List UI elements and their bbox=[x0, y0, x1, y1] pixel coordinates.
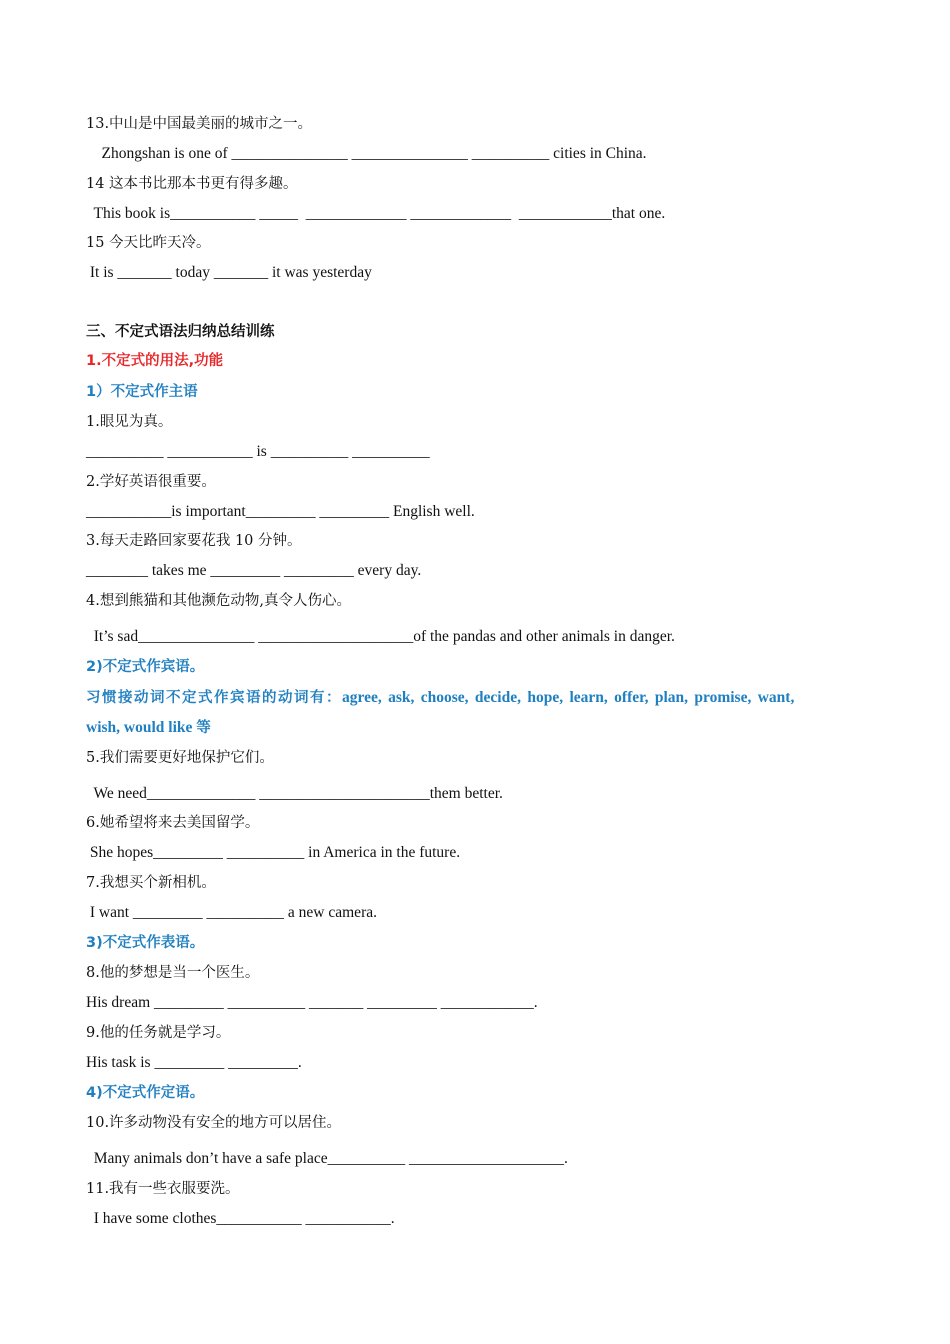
sentence-2-english: ___________is important_________ _________ English well. bbox=[86, 503, 475, 520]
sentence-4-english: It’s sad_______________ ____________________of the pandas and other animals in danger. bbox=[86, 628, 675, 645]
sentence-3-chinese: 3.每天走路回家要花我 10 分钟。 bbox=[86, 533, 302, 549]
sentence-8-english: His dream _________ __________ _______ _________ ____________. bbox=[86, 994, 538, 1011]
sentence-6-chinese: 6.她希望将来去美国留学。 bbox=[86, 815, 260, 831]
verbs-list-line-2 bbox=[86, 718, 211, 738]
question-14-english: This book is___________ _____ _____________ _____________ ____________that one. bbox=[86, 205, 666, 222]
sentence-10-english: Many animals don’t have a safe place__________ ____________________. bbox=[86, 1150, 568, 1167]
sentence-4-chinese: 4.想到熊猫和其他濒危动物,真令人伤心。 bbox=[86, 593, 351, 609]
sentence-7-english: I want _________ __________ a new camera. bbox=[86, 904, 377, 921]
section-3-heading: 三、不定式语法归纳总结训练 bbox=[86, 324, 275, 340]
sentence-11-english: I have some clothes___________ ___________. bbox=[86, 1210, 395, 1227]
question-14-chinese: 14 这本书比那本书更有得多趣。 bbox=[86, 176, 298, 192]
verbs-list-suffix: 等 bbox=[196, 720, 211, 736]
sentence-10-chinese: 10.许多动物没有安全的地方可以居住。 bbox=[86, 1115, 342, 1131]
sentence-11-chinese: 11.我有一些衣服要洗。 bbox=[86, 1181, 240, 1197]
sentence-6-english: She hopes_________ __________ in America in the future. bbox=[86, 844, 461, 861]
subsection-1-1-heading: 1）不定式作主语 bbox=[86, 384, 198, 400]
verbs-list-text: agree, ask, choose, decide, hope, learn, offer, plan, promise, want, bbox=[342, 689, 795, 706]
sentence-7-chinese: 7.我想买个新相机。 bbox=[86, 875, 216, 891]
subsection-2-heading: 2)不定式作宾语。 bbox=[86, 659, 205, 675]
subsection-3-heading: 3)不定式作表语。 bbox=[86, 935, 205, 951]
sentence-5-english: We need______________ ______________________them better. bbox=[86, 785, 503, 802]
sentence-3-english: ________ takes me _________ _________ every day. bbox=[86, 562, 422, 579]
question-13-chinese: 13.中山是中国最美丽的城市之一。 bbox=[86, 116, 313, 132]
sentence-1-english: __________ ___________ is __________ __________ bbox=[86, 443, 430, 460]
question-13-english: Zhongshan is one of _______________ _______________ __________ cities in China. bbox=[86, 145, 647, 162]
question-15-english: It is _______ today _______ it was yesterday bbox=[86, 264, 372, 281]
verbs-intro-text: 习惯接动词不定式作宾语的动词有： bbox=[86, 690, 342, 706]
question-15-chinese: 15 今天比昨天冷。 bbox=[86, 235, 211, 251]
sentence-1-chinese: 1.眼见为真。 bbox=[86, 414, 173, 430]
sentence-9-english: His task is _________ _________. bbox=[86, 1054, 302, 1071]
subsection-1-heading: 1.不定式的用法,功能 bbox=[86, 353, 224, 369]
verbs-list-line-1 bbox=[86, 688, 794, 708]
verbs-list-continued: wish, would like bbox=[86, 719, 193, 736]
subsection-4-heading: 4)不定式作定语。 bbox=[86, 1085, 205, 1101]
sentence-5-chinese: 5.我们需要更好地保护它们。 bbox=[86, 750, 274, 766]
sentence-2-chinese: 2.学好英语很重要。 bbox=[86, 474, 216, 490]
sentence-8-chinese: 8.他的梦想是当一个医生。 bbox=[86, 965, 260, 981]
sentence-9-chinese: 9.他的任务就是学习。 bbox=[86, 1025, 231, 1041]
